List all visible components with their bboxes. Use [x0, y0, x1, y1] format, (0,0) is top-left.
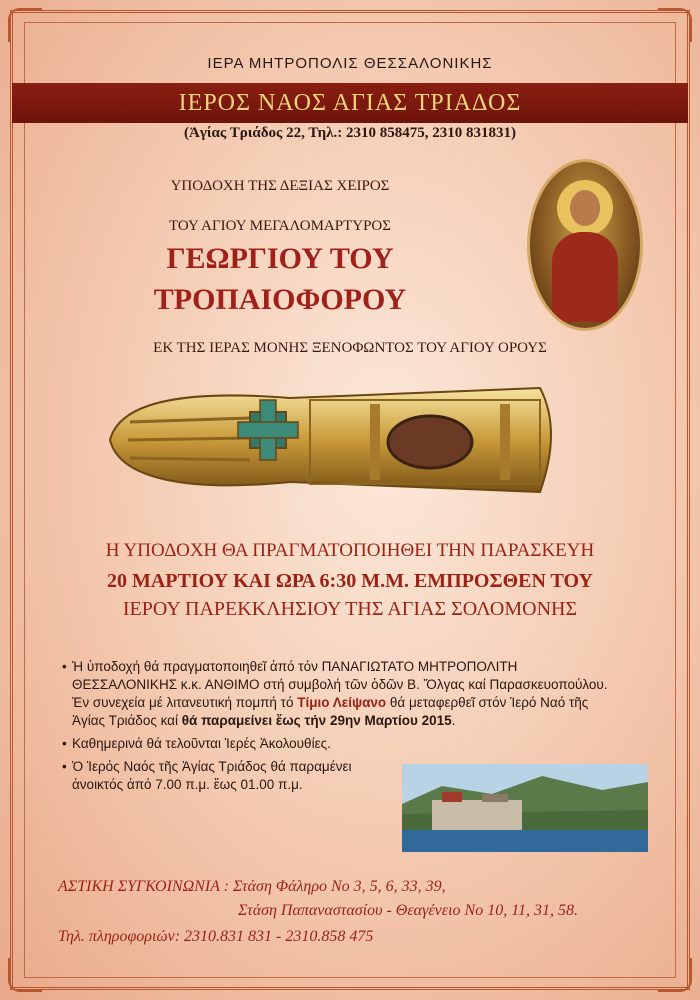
saint-face	[570, 190, 600, 226]
procession-text-cont: θά μεταφερθεῖ στόν Ἱερό Ναό τῆς Ἁγίας Τριάδος καί	[72, 695, 589, 728]
announcement-date-time: 20 ΜΑΡΤΙΟΥ ΚΑΙ ΩΡΑ 6:30 Μ.Μ. ΕΜΠΡΟΣΘΕΝ ΤΟΥ	[106, 570, 594, 592]
transport-info-2: Στάση Παπαναστασίου - Θεαγένειο Νο 10, 11, 31, 58.	[238, 902, 579, 919]
corner-ornament	[658, 958, 692, 992]
monastery-photo	[402, 764, 648, 852]
stay-until-date: θά παραμείνει ἕως τήν 29ην Μαρτίου 2015	[181, 713, 452, 728]
opening-hours-text: Ὁ Ἱερός Ναός τῆς Ἁγίας Τριάδος θά παραμένει ἀνοικτός ἀπό 7.00 π.μ. ἕως 01.00 π.μ.	[72, 759, 352, 792]
transport-info-1: ΑΣΤΙΚΗ ΣΥΓΚΟΙΝΩΝΙΑ : Στάση Φάληρο Νο 3, 5, 6, 33, 39,	[58, 878, 446, 895]
announcement-location: ΙΕΡΟΥ ΠΑΡΕΚΚΛΗΣΙΟΥ ΤΗΣ ΑΓΙΑΣ ΣΟΛΟΜΟΝΗΣ	[122, 598, 578, 620]
sentence-end: .	[451, 713, 456, 728]
metropolis-title: ΙΕΡΑ ΜΗΤΡΟΠΟΛΙΣ ΘΕΣΣΑΛΟΝΙΚΗΣ	[207, 55, 493, 72]
daily-services-text: Καθημερινά θά τελοῦνται Ἱερές Ἀκολουθίες.	[72, 736, 331, 751]
bullet-dot: •	[62, 736, 67, 751]
list-item	[62, 735, 402, 753]
relic-name: Τίμιο Λείψανο	[297, 695, 387, 710]
church-name: ΙΕΡΟΣ ΝΑΟΣ ΑΓΙΑΣ ΤΡΙΑΔΟΣ	[178, 90, 522, 116]
event-subtitle-1: ΥΠΟΔΟΧΗ ΤΗΣ ΔΕΞΙΑΣ ΧΕΙΡΟΣ	[170, 178, 390, 194]
relic-hand-image	[100, 370, 570, 510]
info-phone: Τηλ. πληροφοριών: 2310.831 831 - 2310.858 475	[58, 928, 374, 945]
list-item	[62, 658, 622, 730]
bullet-dot: •	[62, 659, 67, 674]
bullet-dot: •	[62, 759, 67, 774]
saint-name-line-2: ΤΡΟΠΑΙΟΦΟΡΟΥ	[153, 283, 407, 316]
church-address: (Ἁγίας Τριάδος 22, Τηλ.: 2310 858475, 2310 831831)	[184, 125, 516, 141]
saint-icon-image	[530, 162, 640, 328]
list-item	[62, 758, 402, 794]
saint-robe	[552, 232, 618, 322]
corner-ornament	[658, 8, 692, 42]
corner-ornament	[8, 958, 42, 992]
event-subtitle-2: ΤΟΥ ΑΓΙΟΥ ΜΕΓΑΛΟΜΑΡΤΥΡΟΣ	[169, 218, 391, 234]
saint-name-line-1: ΓΕΩΡΓΙΟΥ ΤΟΥ	[166, 242, 394, 275]
procession-text: Ἡ ὑποδοχή θά πραγματοποιηθεῖ ἀπό τόν ΠΑΝΑΓΙΩΤΑΤΟ ΜΗΤΡΟΠΟΛΙΤΗ ΘΕΣΣΑΛΟΝΙΚΗΣ κ.κ. ΑΝΘΙΜΟ στή συμβολή τῶν ὁδῶν Β. Ὄλγας καί Παρασκευοπούλου. Ἐν συνεχεία μέ λιτανευτική πομπή τό	[72, 659, 608, 710]
announcement-line-1: Η ΥΠΟΔΟΧΗ ΘΑ ΠΡΑΓΜΑΤΟΠΟΙΗΘΕΙ ΤΗΝ ΠΑΡΑΣΚΕΥΗ	[105, 540, 595, 561]
corner-ornament	[8, 8, 42, 42]
monastery-origin: ΕΚ ΤΗΣ ΙΕΡΑΣ ΜΟΝΗΣ ΞΕΝΟΦΩΝΤΟΣ ΤΟΥ ΑΓΙΟΥ ΟΡΟΥΣ	[153, 340, 547, 356]
